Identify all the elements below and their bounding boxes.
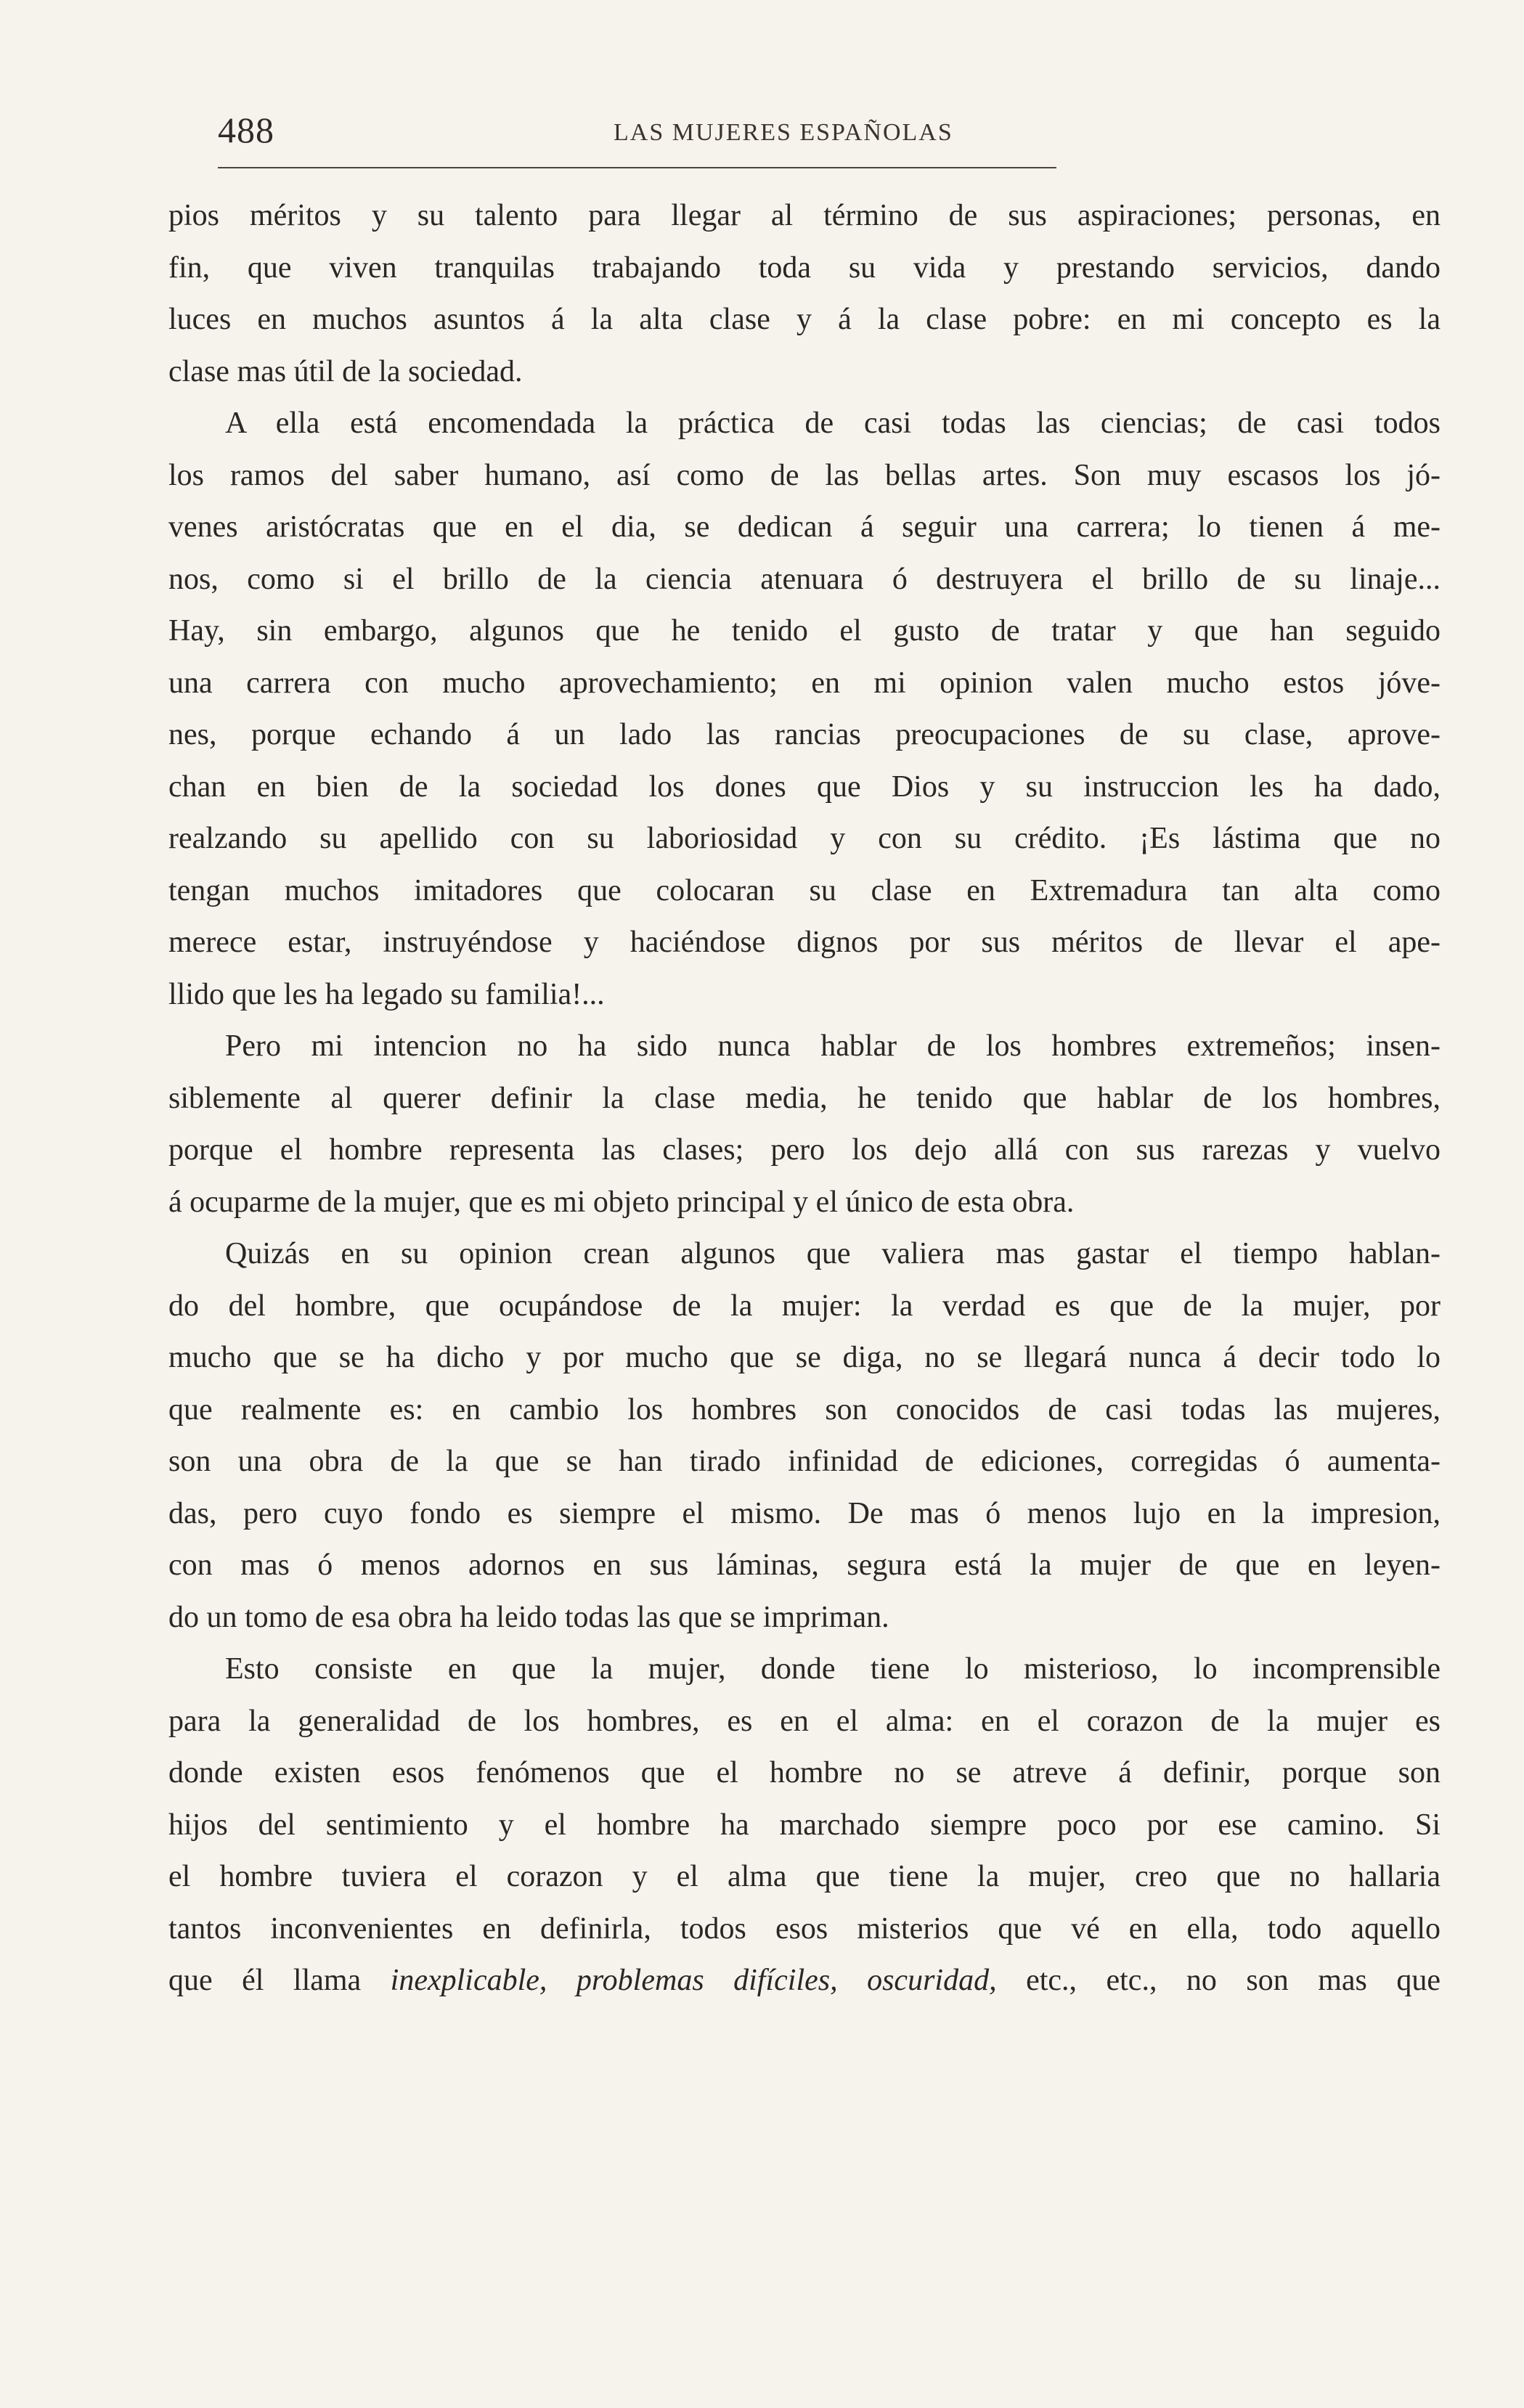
page-number: 488 [218,110,274,150]
final-line-end: etc., etc., no son mas que [996,1964,1441,1997]
text-line: tantos inconvenientes en definirla, todos esos misterios que vé en ella, todo aquello [168,1911,1441,1946]
text-line: una carrera con mucho aprovechamiento; en mi opinion valen mucho estos jóve- [168,666,1441,700]
text-line: el hombre tuviera el corazon y el alma que tiene la mujer, creo que no hallaria [168,1860,1441,1893]
text-line: que realmente es: en cambio los hombres son conocidos de casi todas las mujeres, [168,1392,1441,1427]
text-line: do del hombre, que ocupándose de la mujer: la verdad es que de la mujer, por [168,1289,1441,1323]
text-line: chan en bien de la sociedad los dones que Dios y su instruccion les ha dado, [168,770,1441,804]
final-line-start: que él llama [168,1964,391,1997]
text-line: do un tomo de esa obra ha leido todas las que se impriman. [168,1600,889,1634]
text-line: Hay, sin embargo, algunos que he tenido el gusto de tratar y que han seguido [168,614,1441,648]
text-line: son una obra de la que se han tirado infinidad de ediciones, corregidas ó aumenta- [168,1445,1441,1478]
text-line: venes aristócratas que en el dia, se dedican á seguir una carrera; lo tienen á me- [168,510,1441,544]
text-line: pios méritos y su talento para llegar al término de sus aspiraciones; personas, en [168,199,1441,232]
text-line: nes, porque echando á un lado las rancias preocupaciones de su clase, aprove- [168,718,1441,751]
text-line: con mas ó menos adornos en sus láminas, segura está la mujer de que en leyen- [168,1548,1441,1582]
text-line: para la generalidad de los hombres, es en el alma: en el corazon de la mujer es [168,1704,1441,1738]
page-header [218,109,1056,168]
text-line: llido que les ha legado su familia!... [168,977,605,1011]
final-text-line [168,1955,1441,2007]
text-line: porque el hombre representa las clases; pero los dejo allá con sus rarezas y vuelvo [168,1133,1441,1167]
text-line: A ella está encomendada la práctica de casi todas las ciencias; de casi todos [225,407,1441,440]
running-title: LAS MUJERES ESPAÑOLAS [614,119,953,146]
text-line: realzando su apellido con su laboriosidad y con su crédito. ¡Es lástima que no [168,822,1441,855]
text-line: á ocuparme de la mujer, que es mi objeto principal y el único de esta obra. [168,1185,1075,1219]
text-line: los ramos del saber humano, así como de las bellas artes. Son muy escasos los jó- [168,458,1441,492]
text-line: Pero mi intencion no ha sido nunca hablar de los hombres extremeños; insen- [225,1029,1441,1063]
text-line: luces en muchos asuntos á la alta clase y á la clase pobre: en mi concepto es la [168,303,1441,336]
body-text [168,190,1441,2007]
text-line: donde existen esos fenómenos que el hombre no se atreve á definir, porque son [168,1756,1441,1789]
italic-phrase: inexplicable, problemas difíciles, oscuridad, [390,1964,997,1997]
text-line: clase mas útil de la sociedad. [168,354,523,388]
text-line: hijos del sentimiento y el hombre ha marchado siempre poco por ese camino. Si [168,1808,1441,1842]
text-line: Quizás en su opinion crean algunos que valiera mas gastar el tiempo hablan- [225,1237,1441,1270]
text-line: das, pero cuyo fondo es siempre el mismo. De mas ó menos lujo en la impresion, [168,1496,1441,1530]
text-line: nos, como si el brillo de la ciencia atenuara ó destruyera el brillo de su linaje... [168,562,1441,596]
text-line: fin, que viven tranquilas trabajando toda su vida y prestando servicios, dando [168,250,1441,285]
text-line: Esto consiste en que la mujer, donde tiene lo misterioso, lo incomprensible [225,1652,1441,1686]
text-line: mucho que se ha dicho y por mucho que se diga, no se llegará nunca á decir todo lo [168,1341,1441,1374]
text-line: merece estar, instruyéndose y haciéndose dignos por sus méritos de llevar el ape- [168,926,1441,959]
text-line: siblemente al querer definir la clase media, he tenido que hablar de los hombres, [168,1081,1441,1115]
text-line: tengan muchos imitadores que colocaran su clase en Extremadura tan alta como [168,873,1441,907]
